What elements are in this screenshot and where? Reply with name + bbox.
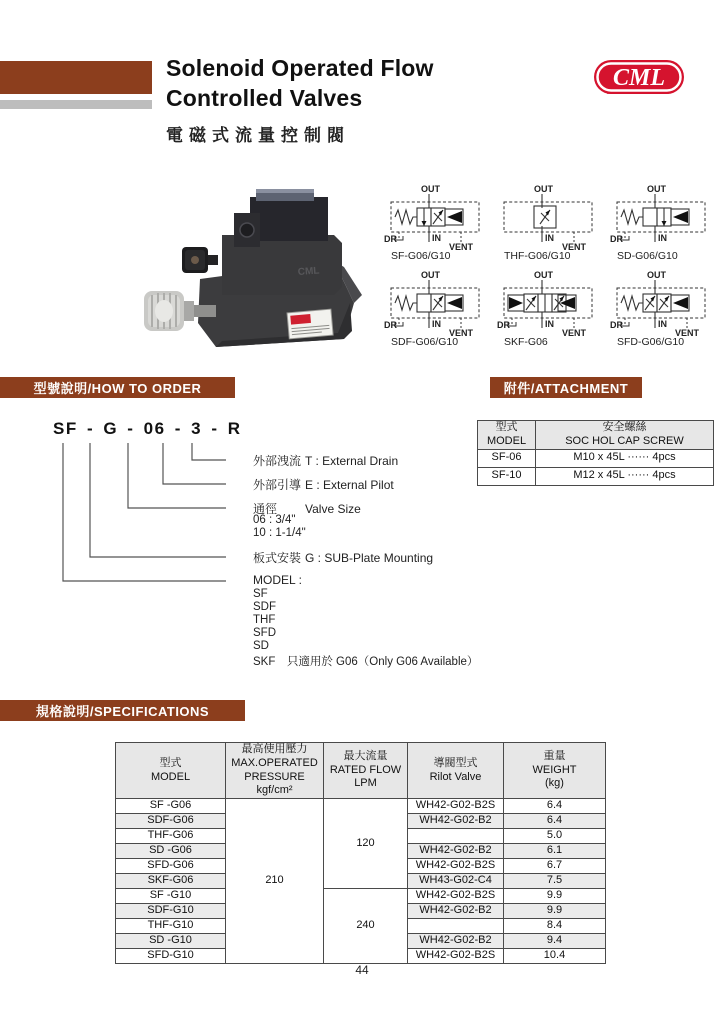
order-option-label: 外部洩流 T : External Drain xyxy=(253,454,399,468)
order-option-sub: SD xyxy=(253,640,269,652)
spec-flow-g10: 240 xyxy=(324,889,408,964)
valve-symbol-label: THF-G06/G10 xyxy=(504,250,571,262)
spec-flow-g06: 120 xyxy=(324,799,408,889)
order-option-sub: SF xyxy=(253,588,268,600)
svg-text:DR: DR xyxy=(610,320,623,330)
spec-weight: 8.4 xyxy=(504,919,606,934)
valve-symbol xyxy=(496,184,609,270)
spec-model: SF -G10 xyxy=(116,889,226,904)
spec-pilot: WH42-G02-B2S xyxy=(408,949,504,964)
attachment-model: SF-10 xyxy=(478,467,536,485)
spec-model: SKF-G06 xyxy=(116,874,226,889)
section-how-to-order: 型號說明/HOW TO ORDER xyxy=(0,377,235,398)
valve-symbol-label: SFD-G06/G10 xyxy=(617,336,685,348)
order-option-sub: 06 : 3/4" xyxy=(253,514,296,526)
spec-pilot: WH43-G02-C4 xyxy=(408,874,504,889)
svg-text:DR: DR xyxy=(610,234,623,244)
spec-model: SFD-G06 xyxy=(116,859,226,874)
svg-text:VENT: VENT xyxy=(449,328,474,338)
spec-model: SFD-G10 xyxy=(116,949,226,964)
spec-pilot: WH42-G02-B2 xyxy=(408,934,504,949)
attachment-table xyxy=(477,420,714,486)
valve-symbol-label: SF-G06/G10 xyxy=(391,250,451,262)
svg-text:VENT: VENT xyxy=(675,328,700,338)
spec-pressure: 210 xyxy=(226,799,324,964)
svg-text:IN: IN xyxy=(545,319,554,329)
valve-symbol-icon xyxy=(609,270,713,338)
svg-text:VENT: VENT xyxy=(562,242,587,252)
spec-col-header: 型式 MODEL xyxy=(116,743,226,799)
symbol-diagrams xyxy=(383,184,724,356)
spec-row xyxy=(116,799,606,814)
order-option-sub: THF xyxy=(253,614,276,626)
spec-weight: 9.9 xyxy=(504,889,606,904)
svg-text:IN: IN xyxy=(432,233,441,243)
spec-weight: 6.4 xyxy=(504,799,606,814)
spec-pilot xyxy=(408,919,504,934)
spec-pilot xyxy=(408,829,504,844)
valve-symbol xyxy=(609,270,722,356)
svg-text:CML: CML xyxy=(612,65,666,91)
svg-text:VENT: VENT xyxy=(449,242,474,252)
page-title-line2: Controlled Valves xyxy=(166,85,363,111)
spec-col-header: 重量 WEIGHT (kg) xyxy=(504,743,606,799)
spec-model: SD -G06 xyxy=(116,844,226,859)
attachment-model: SF-06 xyxy=(478,449,536,467)
spec-weight: 6.7 xyxy=(504,859,606,874)
spec-weight: 7.5 xyxy=(504,874,606,889)
page-title-line1: Solenoid Operated Flow xyxy=(166,55,434,81)
spec-pilot: WH42-G02-B2 xyxy=(408,814,504,829)
spec-weight: 10.4 xyxy=(504,949,606,964)
svg-text:IN: IN xyxy=(658,233,667,243)
order-option-label: 板式安裝 G : SUB-Plate Mounting xyxy=(253,551,434,565)
spec-col-header: 最大流量 RATED FLOW LPM xyxy=(324,743,408,799)
order-option-label: 外部引導 E : External Pilot xyxy=(253,478,394,492)
page-title xyxy=(166,53,434,113)
attachment-row xyxy=(478,467,714,485)
attachment-screw: M12 x 45L ······ 4pcs xyxy=(536,467,714,485)
spec-row xyxy=(116,889,606,904)
order-option-label: MODEL : xyxy=(253,573,302,587)
page-subtitle-zh: 電磁式流量控制閥 xyxy=(166,126,350,145)
spec-pilot: WH42-G02-B2S xyxy=(408,859,504,874)
svg-text:IN: IN xyxy=(432,319,441,329)
spec-weight: 9.4 xyxy=(504,934,606,949)
order-option-label: 通徑 Valve Size xyxy=(253,502,361,516)
section-specifications: 規格說明/SPECIFICATIONS xyxy=(0,700,245,721)
spec-col-header: 導閥型式 Rilot Valve xyxy=(408,743,504,799)
svg-text:IN: IN xyxy=(545,233,554,243)
valve-symbol-icon xyxy=(609,184,713,252)
svg-text:OUT: OUT xyxy=(421,270,440,280)
spec-pilot: WH42-G02-B2 xyxy=(408,844,504,859)
svg-text:OUT: OUT xyxy=(647,270,666,280)
svg-text:OUT: OUT xyxy=(421,184,440,194)
svg-text:IN: IN xyxy=(658,319,667,329)
valve-symbol xyxy=(383,270,496,356)
valve-symbol-icon xyxy=(383,184,487,252)
valve-symbol-label: SD-G06/G10 xyxy=(617,250,678,262)
valve-symbol-icon xyxy=(496,184,600,252)
section-attachment: 附件/ATTACHMENT xyxy=(490,377,642,398)
spec-model: SDF-G06 xyxy=(116,814,226,829)
cml-logo xyxy=(593,58,687,103)
header-gray-bar xyxy=(0,100,152,109)
spec-weight: 6.1 xyxy=(504,844,606,859)
valve-symbol-icon xyxy=(383,270,487,338)
spec-model: SDF-G10 xyxy=(116,904,226,919)
spec-table xyxy=(115,742,606,964)
valve-symbol-label: SDF-G06/G10 xyxy=(391,336,459,348)
spec-weight: 6.4 xyxy=(504,814,606,829)
attachment-screw: M10 x 45L ······ 4pcs xyxy=(536,449,714,467)
attachment-col-model: 型式 MODEL xyxy=(478,421,536,450)
spec-col-header: 最高使用壓力 MAX.OPERATED PRESSURE kgf/cm² xyxy=(226,743,324,799)
valve-symbol xyxy=(383,184,496,270)
order-code: SF - G - 06 - 3 - R xyxy=(53,419,242,438)
spec-pilot: WH42-G02-B2 xyxy=(408,904,504,919)
svg-text:CML: CML xyxy=(297,265,320,278)
valve-photo-illustration xyxy=(138,183,372,355)
valve-symbol xyxy=(609,184,722,270)
attachment-col-screw: 安全螺絲 SOC HOL CAP SCREW xyxy=(536,421,714,450)
attachment-row xyxy=(478,449,714,467)
valve-symbol-label: SKF-G06 xyxy=(504,336,548,348)
order-option-sub: 10 : 1-1/4" xyxy=(253,527,306,539)
spec-pilot: WH42-G02-B2S xyxy=(408,889,504,904)
valve-symbol xyxy=(496,270,609,356)
svg-text:DR: DR xyxy=(384,234,397,244)
spec-pilot: WH42-G02-B2S xyxy=(408,799,504,814)
spec-weight: 9.9 xyxy=(504,904,606,919)
valve-symbol-icon xyxy=(496,270,600,338)
spec-model: SD -G10 xyxy=(116,934,226,949)
svg-text:DR: DR xyxy=(497,320,510,330)
spec-model: THF-G06 xyxy=(116,829,226,844)
svg-text:OUT: OUT xyxy=(647,184,666,194)
header-brown-bar xyxy=(0,61,152,94)
svg-text:OUT: OUT xyxy=(534,270,553,280)
cml-logo-icon xyxy=(593,58,687,98)
product-photo xyxy=(138,183,372,360)
spec-weight: 5.0 xyxy=(504,829,606,844)
svg-text:VENT: VENT xyxy=(562,328,587,338)
svg-text:OUT: OUT xyxy=(534,184,553,194)
spec-model: SF -G06 xyxy=(116,799,226,814)
svg-text:DR: DR xyxy=(384,320,397,330)
order-option-sub: SDF xyxy=(253,601,276,613)
spec-model: THF-G10 xyxy=(116,919,226,934)
page-number: 44 xyxy=(355,963,369,977)
order-option-sub: SFD xyxy=(253,627,276,639)
order-option-sub: SKF 只適用於 G06（Only G06 Available） xyxy=(253,656,479,668)
